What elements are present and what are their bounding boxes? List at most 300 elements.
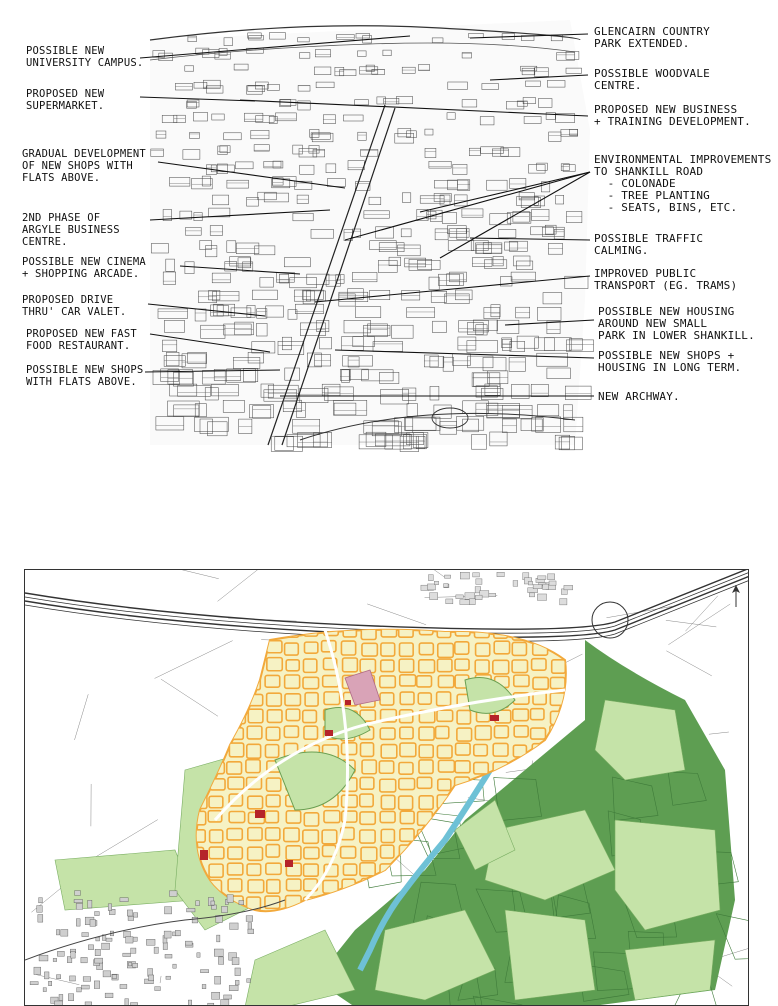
label-shops-housing: POSSIBLE NEW SHOPS + HOUSING IN LONG TERM. [598, 349, 742, 374]
urban-block [569, 677, 583, 688]
field-line [709, 732, 729, 734]
urban-block [341, 847, 356, 859]
town-building [55, 1001, 63, 1006]
urban-block [229, 694, 243, 706]
urban-block [229, 812, 245, 823]
urban-block [266, 795, 280, 807]
urban-block [419, 760, 433, 774]
urban-block [571, 641, 584, 652]
urban-block [455, 642, 469, 654]
urban-block [361, 626, 376, 640]
urban-block [381, 626, 396, 637]
town-building [75, 891, 81, 896]
town-building [37, 906, 43, 913]
urban-block [267, 658, 282, 671]
field-line [367, 604, 426, 625]
urban-block [303, 659, 316, 672]
urban-block [494, 726, 508, 738]
urban-block [304, 813, 318, 826]
urban-block [286, 879, 300, 891]
urban-block [247, 658, 261, 671]
urban-block [380, 779, 396, 792]
civic-building [345, 700, 351, 705]
urban-block [418, 693, 431, 704]
town-building [235, 980, 239, 985]
urban-block [551, 711, 566, 724]
urban-block [493, 762, 508, 776]
civic-building [490, 715, 499, 721]
town-building [48, 981, 51, 986]
town-building [247, 979, 251, 983]
town-building [61, 929, 68, 936]
urban-block [286, 709, 300, 720]
urban-block [494, 626, 508, 638]
town-building [133, 937, 137, 941]
town-building [53, 958, 57, 961]
sketch-city-linework [150, 20, 594, 452]
urban-block [379, 761, 393, 773]
open-space-patch [625, 940, 715, 1000]
urban-block [417, 777, 431, 788]
town-building [239, 900, 244, 904]
urban-block [381, 845, 394, 858]
urban-block [381, 643, 395, 656]
town-building [230, 923, 238, 929]
field-line [685, 596, 717, 631]
town-building [120, 898, 128, 902]
town-building [175, 930, 180, 935]
town-building [81, 957, 87, 962]
urban-block [512, 642, 526, 655]
urban-block [304, 642, 317, 653]
urban-block [550, 677, 565, 688]
urban-block [532, 659, 546, 670]
urban-block [399, 778, 415, 789]
label-new-housing-park: POSSIBLE NEW HOUSING AROUND NEW SMALL PARK IN LOWER SHANKILL. [598, 305, 755, 342]
urban-block [285, 694, 300, 706]
label-shops-flats-above: POSSIBLE NEW SHOPS WITH FLATS ABOVE. [26, 364, 144, 388]
urban-block [324, 811, 340, 823]
town-building [164, 931, 171, 938]
label-new-archway: NEW ARCHWAY. [598, 390, 680, 403]
town-building [185, 941, 192, 945]
urban-block [361, 743, 374, 757]
town-building [83, 977, 91, 982]
town-building [56, 975, 60, 979]
urban-block [571, 692, 586, 704]
urban-block [494, 641, 509, 654]
town-building [154, 947, 158, 953]
town-building [187, 908, 195, 912]
urban-block [493, 743, 508, 756]
urban-block [208, 677, 223, 688]
town-building [88, 945, 93, 950]
field-line [160, 976, 161, 983]
urban-block [266, 778, 280, 791]
urban-block [209, 692, 224, 703]
town-building [202, 984, 206, 988]
town-building [211, 901, 215, 905]
urban-block [400, 829, 414, 841]
urban-block [227, 677, 241, 690]
urban-block [286, 846, 301, 860]
town-building [103, 971, 111, 977]
urban-block [437, 710, 453, 721]
urban-block [381, 660, 394, 672]
urban-block [304, 864, 319, 876]
urban-block [343, 864, 356, 875]
urban-block [286, 811, 300, 823]
urban-block [474, 762, 488, 773]
town-building [127, 910, 132, 916]
town-building [108, 904, 112, 911]
urban-block [284, 828, 299, 842]
town-building [126, 937, 133, 943]
town-building [165, 954, 172, 958]
town-building [165, 907, 172, 914]
urban-block [360, 794, 373, 807]
urban-block [400, 743, 416, 757]
urban-block [227, 762, 242, 774]
town-building [131, 948, 136, 953]
urban-block [286, 660, 299, 671]
town-building [38, 915, 43, 923]
north-arrow-icon [726, 583, 746, 609]
urban-block [399, 659, 413, 672]
town-building [56, 930, 59, 935]
urban-block [247, 744, 261, 758]
urban-block [324, 898, 337, 910]
urban-block [341, 641, 355, 655]
urban-block [248, 643, 263, 657]
urban-block [531, 709, 544, 720]
masterplan-map [24, 569, 749, 1006]
town-building [246, 916, 253, 922]
urban-block [457, 710, 470, 723]
urban-block [381, 829, 394, 842]
urban-block [342, 795, 358, 807]
urban-block [513, 709, 529, 721]
urban-block [362, 760, 376, 774]
urban-block [248, 880, 264, 893]
town-building [227, 895, 233, 903]
urban-block [419, 660, 435, 673]
town-building [149, 975, 154, 981]
urban-block [191, 744, 206, 756]
urban-block [248, 709, 263, 723]
urban-block [533, 677, 548, 689]
label-university-campus: POSSIBLE NEW UNIVERSITY CAMPUS. [26, 45, 144, 69]
town-building [71, 952, 75, 958]
town-building [248, 929, 254, 934]
civic-building [285, 860, 293, 867]
town-building [94, 981, 99, 989]
junction-roundabout [592, 602, 628, 638]
urban-block [493, 660, 509, 674]
urban-block [209, 641, 223, 655]
label-traffic-calming: POSSIBLE TRAFFIC CALMING. [594, 232, 704, 257]
urban-block [437, 745, 452, 758]
urban-block [209, 864, 223, 877]
field-line [666, 620, 716, 627]
town-building [221, 999, 229, 1006]
urban-block [228, 659, 241, 671]
urban-block [419, 727, 434, 740]
urban-block [208, 744, 223, 757]
town-building [90, 920, 95, 927]
town-building [85, 1002, 92, 1006]
urban-block [475, 660, 489, 674]
town-building [123, 953, 131, 956]
urban-block [246, 760, 260, 773]
urban-block [399, 762, 413, 774]
urban-block [438, 779, 451, 790]
urban-block [437, 692, 451, 706]
aerial-sketch [0, 0, 778, 460]
urban-block [380, 728, 395, 739]
urban-block [437, 659, 451, 672]
town-building [125, 999, 129, 1006]
town-building [196, 901, 200, 906]
town-building [215, 976, 221, 984]
civic-building [200, 850, 208, 860]
town-building [102, 943, 110, 949]
urban-block [400, 675, 416, 686]
urban-block [514, 675, 529, 686]
urban-block [303, 677, 319, 688]
town-building [76, 903, 83, 909]
urban-block [399, 796, 413, 810]
urban-block [210, 727, 226, 739]
town-building [197, 953, 200, 957]
urban-block [438, 760, 454, 772]
label-woodvale-centre: POSSIBLE WOODVALE CENTRE. [594, 67, 710, 92]
urban-block [303, 830, 319, 843]
urban-block [248, 828, 262, 841]
town-building [96, 937, 100, 941]
town-building [212, 992, 220, 999]
town-building [39, 898, 43, 903]
urban-block [552, 660, 566, 673]
urban-block [569, 710, 584, 722]
urban-block [266, 845, 279, 857]
urban-block [247, 864, 261, 875]
urban-block [266, 828, 280, 840]
urban-block [265, 675, 280, 687]
town-building [217, 935, 220, 942]
urban-block [324, 692, 340, 705]
urban-block [381, 745, 397, 758]
civic-building [325, 730, 333, 736]
civic-building [255, 810, 265, 818]
urban-block [360, 812, 375, 824]
urban-block [419, 796, 433, 809]
urban-block [360, 830, 375, 843]
urban-block [343, 626, 356, 637]
urban-block [399, 845, 413, 858]
town-building [106, 938, 112, 941]
urban-block [342, 743, 357, 755]
urban-block [209, 625, 223, 638]
urban-block [304, 847, 319, 858]
urban-block [247, 726, 262, 739]
town-building [95, 958, 103, 963]
town-building [95, 949, 100, 956]
urban-block [455, 761, 470, 773]
urban-block [400, 811, 414, 823]
urban-block [419, 624, 432, 635]
town-building [229, 985, 238, 990]
urban-block [228, 863, 243, 875]
urban-block [323, 676, 339, 687]
urban-block [267, 710, 282, 723]
urban-block [266, 863, 281, 874]
town-building [130, 1003, 137, 1006]
urban-block [228, 777, 244, 789]
urban-block [342, 879, 355, 892]
urban-block [227, 641, 240, 653]
town-building [59, 994, 63, 1000]
town-building [129, 962, 132, 965]
urban-block [209, 796, 223, 807]
urban-block [191, 659, 206, 671]
urban-block [455, 659, 469, 670]
town-building [120, 984, 127, 988]
label-fast-food: PROPOSED NEW FAST FOOD RESTAURANT. [26, 328, 137, 352]
urban-block [552, 641, 568, 652]
town-building [57, 951, 64, 956]
field-line [155, 641, 233, 679]
town-building [133, 963, 138, 967]
label-argyle-business: 2ND PHASE OF ARGYLE BUSINESS CENTRE. [22, 212, 120, 248]
urban-block [550, 625, 565, 637]
urban-block [285, 643, 299, 655]
town-building [68, 994, 73, 1001]
label-cinema-arcade: POSSIBLE NEW CINEMA + SHOPPING ARCADE. [22, 256, 146, 280]
urban-block [229, 711, 245, 724]
town-building [105, 993, 113, 998]
urban-block [400, 692, 414, 704]
urban-block [474, 745, 487, 756]
town-building [224, 995, 232, 999]
urban-block [380, 676, 396, 688]
urban-block [380, 864, 394, 876]
town-building [166, 976, 171, 979]
urban-block [229, 743, 243, 757]
urban-block [248, 796, 263, 809]
urban-block [209, 847, 224, 859]
open-space-patch [505, 910, 595, 1000]
urban-block [266, 727, 279, 740]
town-building [222, 906, 228, 912]
urban-block [418, 812, 433, 826]
urban-block [400, 643, 414, 656]
town-building [169, 891, 177, 896]
urban-block [360, 863, 375, 876]
urban-block [286, 896, 302, 909]
urban-block [531, 626, 546, 637]
urban-block [438, 643, 453, 657]
urban-block [284, 726, 298, 737]
urban-block [476, 643, 490, 656]
urban-block [514, 726, 528, 737]
urban-block [267, 693, 282, 706]
urban-block [190, 728, 205, 741]
urban-block [285, 675, 300, 688]
urban-block [209, 659, 224, 671]
town-building [163, 943, 167, 950]
town-building [70, 976, 76, 981]
urban-block [361, 847, 377, 861]
urban-block [322, 830, 337, 844]
urban-block [228, 847, 242, 859]
urban-block [248, 847, 263, 860]
town-building [155, 987, 161, 991]
urban-block [362, 643, 377, 656]
town-building [76, 919, 80, 926]
town-building [146, 939, 155, 945]
label-shops-with-flats: GRADUAL DEVELOPMENT OF NEW SHOPS WITH FLATS ABOVE. [22, 148, 146, 184]
urban-block [360, 777, 374, 789]
urban-block [419, 745, 433, 758]
town-building [192, 917, 198, 923]
town-building [235, 968, 240, 976]
town-building [34, 967, 41, 974]
town-building [214, 949, 223, 956]
northern-settlement [421, 572, 573, 605]
label-environmental: ENVIRONMENTAL IMPROVEMENTS TO SHANKILL ROAD - COLONADE - TREE PLANTING - SEATS, BINS, ETC. [594, 153, 772, 214]
map-drawing [25, 570, 749, 1006]
urban-block [381, 795, 394, 809]
town-building [30, 982, 38, 985]
town-building [232, 958, 239, 965]
urban-block [246, 624, 260, 636]
urban-block [265, 811, 278, 823]
field-line [666, 651, 711, 676]
town-building [200, 970, 208, 973]
urban-block [305, 693, 318, 706]
urban-block [417, 676, 432, 687]
town-building [188, 1000, 191, 1006]
field-line [668, 604, 730, 645]
field-line [161, 679, 218, 716]
label-public-transport: IMPROVED PUBLIC TRANSPORT (EG. TRAMS) [594, 267, 738, 292]
urban-block [304, 726, 318, 739]
urban-block [210, 710, 225, 724]
town-building [81, 985, 89, 989]
label-car-valet: PROPOSED DRIVE THRU' CAR VALET. [22, 294, 127, 318]
town-building [95, 912, 100, 916]
urban-block [475, 726, 491, 740]
town-building [128, 916, 134, 920]
urban-block [303, 710, 317, 722]
label-glencairn-park: GLENCAIRN COUNTRY PARK EXTENDED. [594, 25, 710, 50]
urban-block [438, 676, 453, 688]
urban-block [512, 660, 527, 673]
urban-block [569, 658, 584, 672]
urban-block [455, 624, 469, 636]
urban-block [457, 728, 472, 741]
town-building [173, 964, 176, 968]
urban-block [191, 675, 205, 687]
urban-block [380, 693, 394, 705]
town-building [218, 957, 223, 964]
urban-block [380, 811, 395, 822]
town-building [44, 972, 49, 979]
urban-block [400, 727, 413, 739]
urban-block [189, 711, 202, 724]
town-building [112, 975, 117, 979]
